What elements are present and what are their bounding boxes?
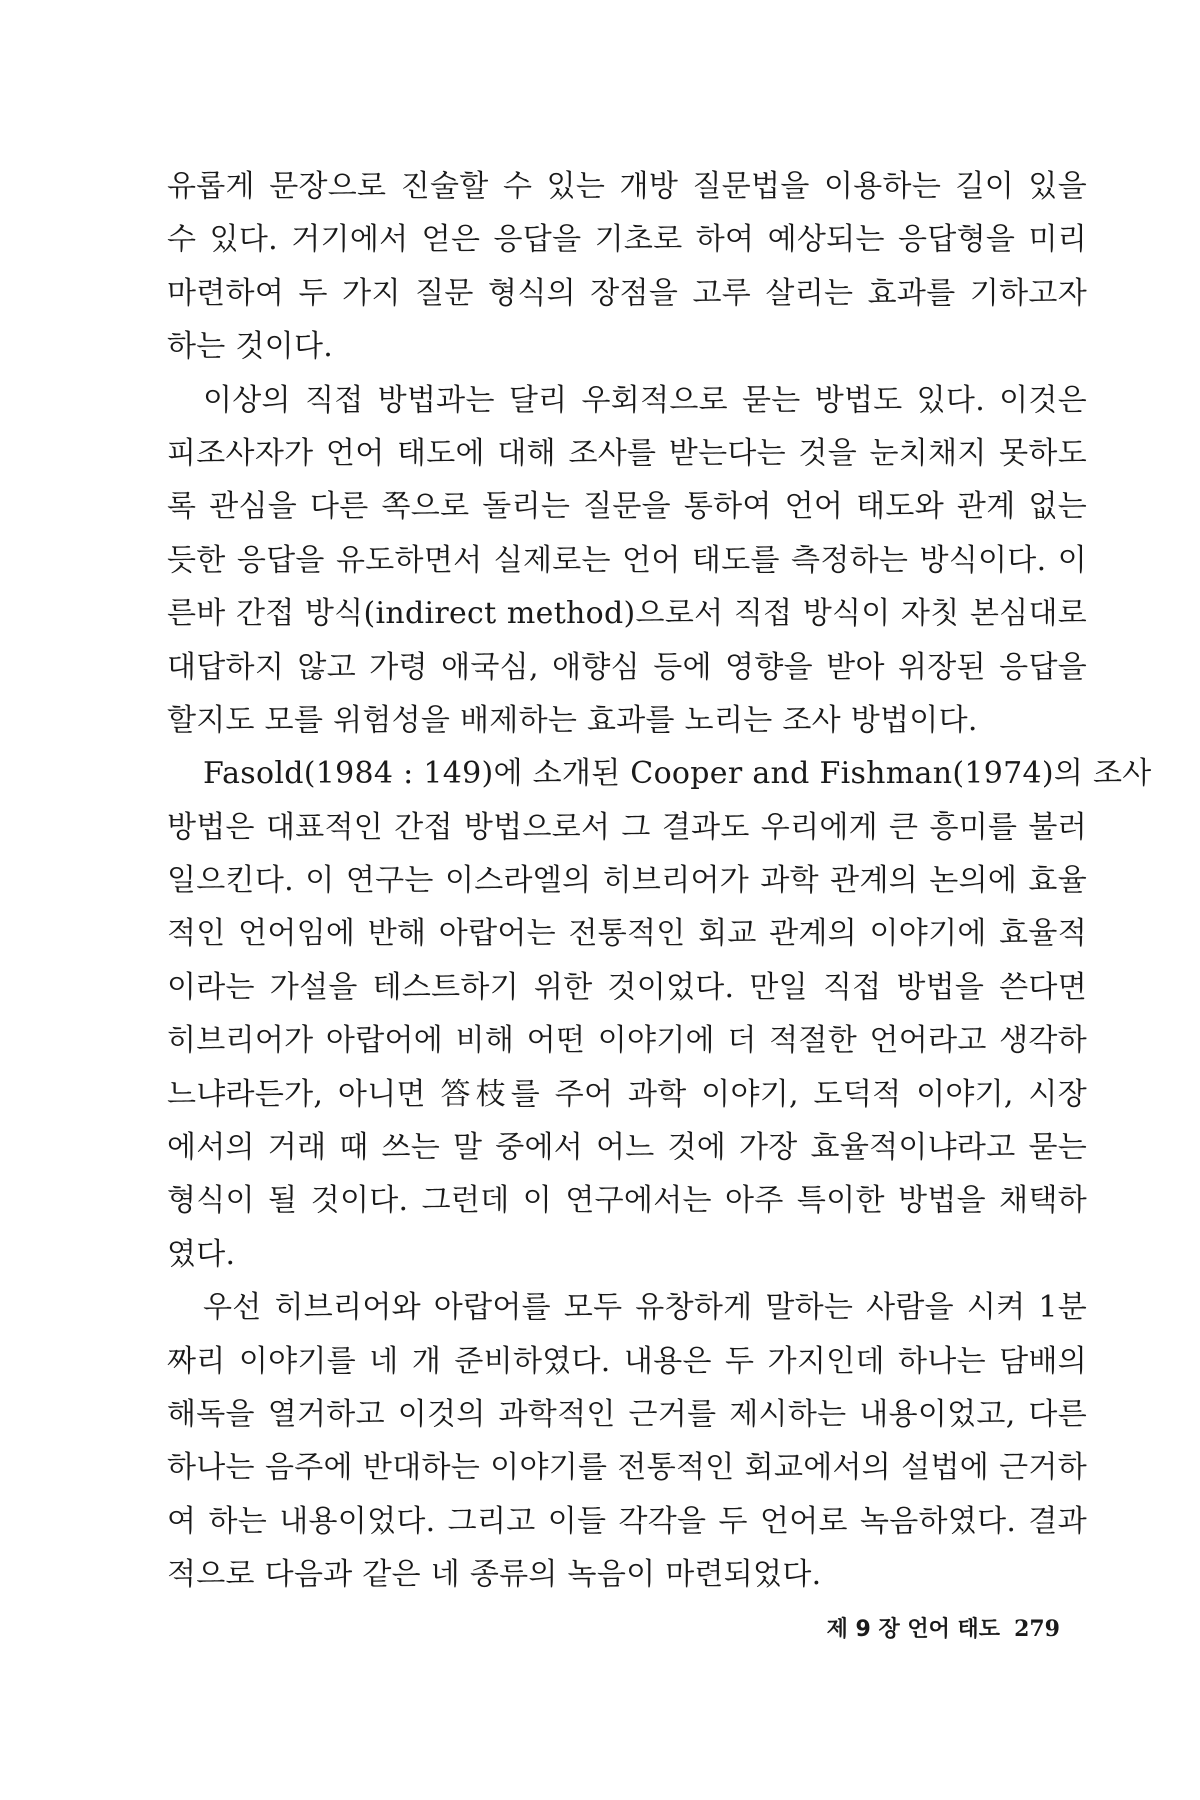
page-footer: [827, 1612, 1060, 1643]
text-line: 해독을 열거하고 이것의 과학적인 근거를 제시하는 내용이었고, 다른: [167, 1396, 1087, 1432]
text-line: 유롭게 문장으로 진술할 수 있는 개방 질문법을 이용하는 길이 있을: [167, 169, 1087, 204]
text-line: 방법은 대표적인 간접 방법으로서 그 결과도 우리에게 큰 흥미를 불러: [167, 809, 1087, 845]
text-line: 히브리어가 아랍어에 비해 어떤 이야기에 더 적절한 언어라고 생각하: [167, 1023, 1087, 1059]
text-line: 른바 간접 방식(indirect method)으로서 직접 방식이 자칫 본심대로: [167, 596, 1087, 632]
text-line: 록 관심을 다른 쪽으로 돌리는 질문을 통하여 언어 태도와 관계 없는: [167, 489, 1087, 525]
text-line: 하나는 음주에 반대하는 이야기를 전통적인 회교에서의 설법에 근거하: [167, 1450, 1087, 1486]
text-line: 형식이 될 것이다. 그런데 이 연구에서는 아주 특이한 방법을 채택하: [167, 1183, 1087, 1219]
text-line: 대답하지 않고 가령 애국심, 애향심 등에 영향을 받아 위장된 응답을: [167, 649, 1087, 685]
text-line: 였다.: [167, 1236, 236, 1272]
text-line: 일으킨다. 이 연구는 이스라엘의 히브리어가 과학 관계의 논의에 효율: [167, 863, 1087, 899]
text-line: 피조사자가 언어 태도에 대해 조사를 받는다는 것을 눈치채지 못하도: [167, 435, 1087, 471]
text-line: 우선 히브리어와 아랍어를 모두 유창하게 말하는 사람을 시켜 1분: [203, 1290, 1087, 1326]
text-line: 마련하여 두 가지 질문 형식의 장점을 고루 살리는 효과를 기하고자: [167, 275, 1087, 311]
text-line: 듯한 응답을 유도하면서 실제로는 언어 태도를 측정하는 방식이다. 이: [167, 542, 1087, 578]
chapter-title: 제 9 장 언어 태도: [826, 1617, 1001, 1642]
page-number: 279: [1014, 1616, 1060, 1642]
text-line: 수 있다. 거기에서 얻은 응답을 기초로 하여 예상되는 응답형을 미리: [167, 222, 1087, 258]
text-line: 이라는 가설을 테스트하기 위한 것이었다. 만일 직접 방법을 쓴다면: [167, 969, 1087, 1005]
text-line: 에서의 거래 때 쓰는 말 중에서 어느 것에 가장 효율적이냐라고 묻는: [167, 1130, 1087, 1166]
body-text: [167, 160, 1152, 1602]
text-line: 여 하는 내용이었다. 그리고 이들 각각을 두 언어로 녹음하였다. 결과: [167, 1503, 1087, 1539]
text-line: 느냐라든가, 아니면 答枝를 주어 과학 이야기, 도덕적 이야기, 시장: [167, 1076, 1087, 1112]
text-line: Fasold(1984 : 149)에 소개된 Cooper and Fishman(1974)의 조사: [203, 756, 1152, 792]
text-line: 할지도 모를 위험성을 배제하는 효과를 노리는 조사 방법이다.: [167, 702, 978, 738]
text-line: 적으로 다음과 같은 네 종류의 녹음이 마련되었다.: [167, 1557, 822, 1593]
text-line: 적인 언어임에 반해 아랍어는 전통적인 회교 관계의 이야기에 효율적: [167, 916, 1087, 952]
text-line: 짜리 이야기를 네 개 준비하였다. 내용은 두 가지인데 하나는 담배의: [167, 1343, 1087, 1379]
text-line: 이상의 직접 방법과는 달리 우회적으로 묻는 방법도 있다. 이것은: [203, 382, 1087, 418]
text-line: 하는 것이다.: [167, 329, 334, 365]
